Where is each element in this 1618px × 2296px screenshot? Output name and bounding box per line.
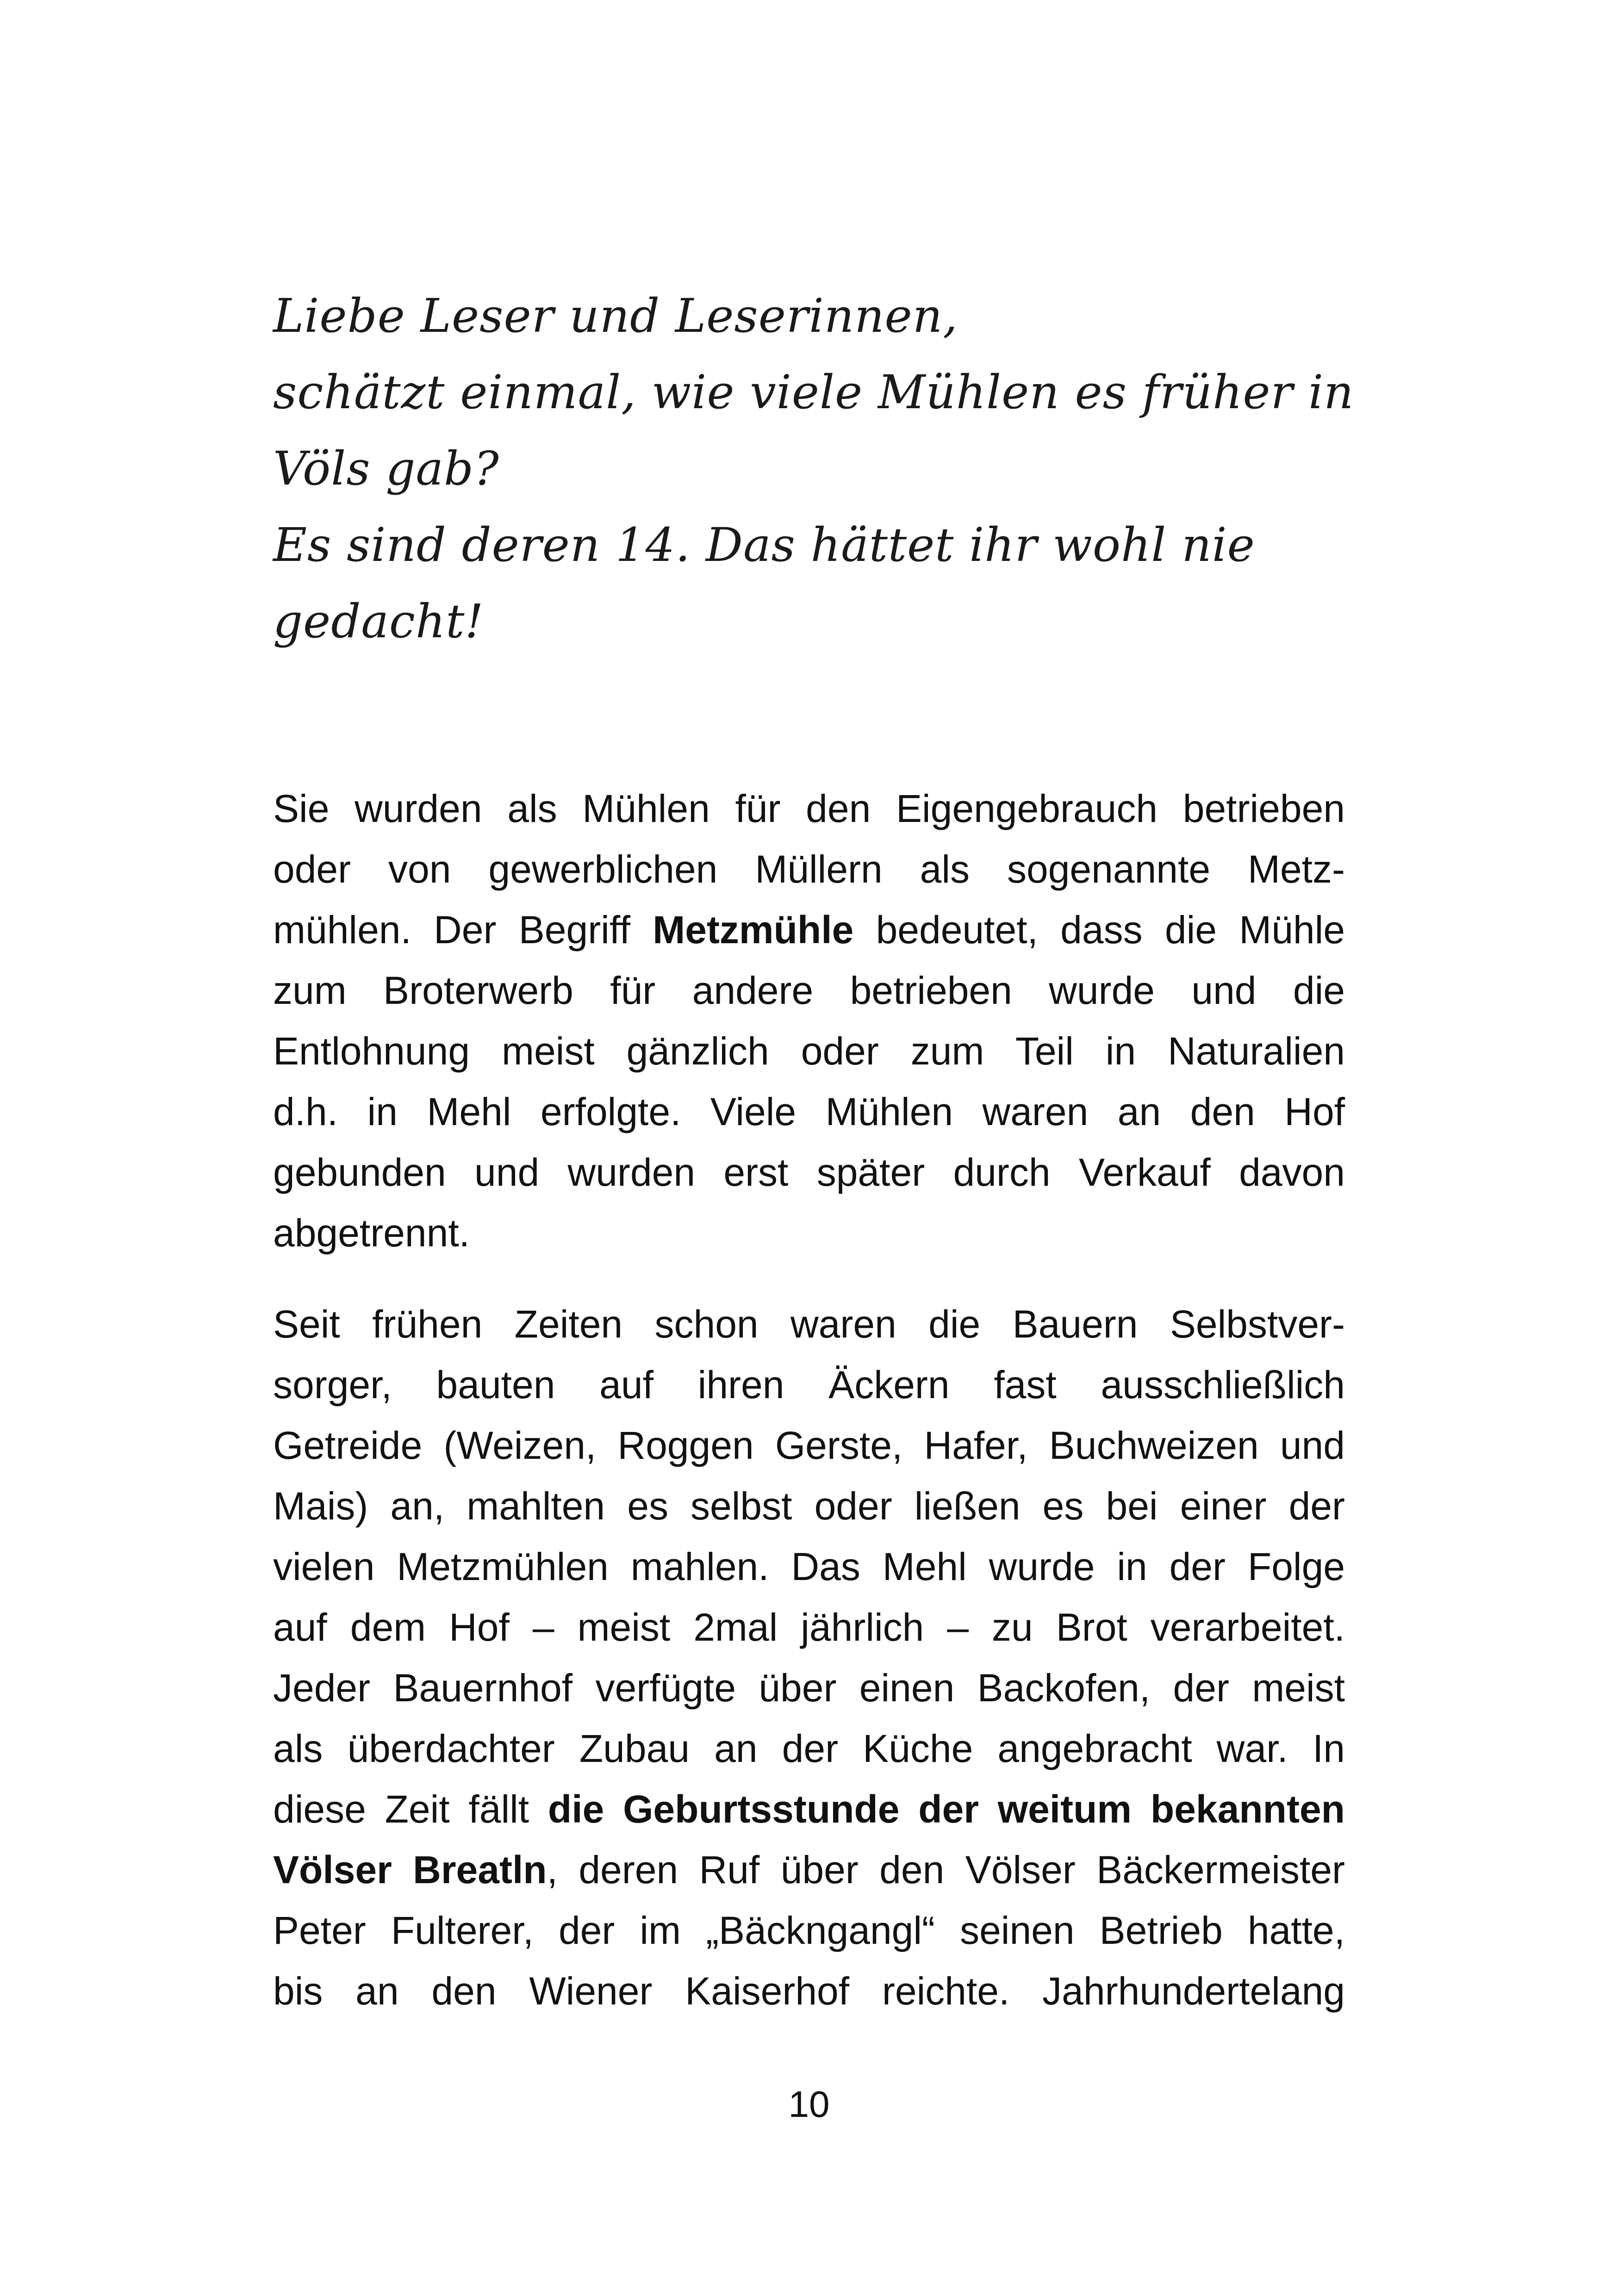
greeting-line: Liebe Leser und Leserinnen,	[273, 289, 958, 343]
text-segment: gebunden und wurden erst später durch Verkauf davon	[273, 1151, 1345, 1194]
text-segment: Mais) an, mahlten es selbst oder ließen es bei einer der	[273, 1484, 1345, 1528]
text-segment: zum Broterwerb für andere betrieben wurde und die	[273, 969, 1345, 1012]
text-line	[273, 1082, 1345, 1142]
text-segment: oder von gewerblichen Müllern als sogenannte Metz-	[273, 847, 1345, 891]
text-segment: diese Zeit fällt	[273, 1787, 548, 1831]
paragraph-1	[273, 778, 1345, 1263]
text-line	[273, 1203, 1345, 1263]
text-segment: Jeder Bauernhof verfügte über einen Backofen, der meist	[273, 1666, 1345, 1710]
text-segment: Sie wurden als Mühlen für den Eigengebrauch betrieben	[273, 787, 1345, 830]
bold-term: Metzmühle	[653, 908, 854, 952]
text-line	[273, 1142, 1345, 1203]
text-segment: sorger, bauten auf ihren Äckern fast ausschließlich	[273, 1363, 1345, 1406]
text-segment: Getreide (Weizen, Roggen Gerste, Hafer, Buchweizen und	[273, 1424, 1345, 1467]
body-text	[273, 778, 1345, 2022]
greeting-line: gedacht!	[273, 594, 484, 648]
text-segment: vielen Metzmühlen mahlen. Das Mehl wurde in der Folge	[273, 1545, 1345, 1588]
text-line	[273, 1840, 1345, 1900]
text-segment: bis an den Wiener Kaiserhof reichte. Jahrhundertelang	[273, 1969, 1345, 2013]
text-line	[273, 900, 1345, 960]
greeting-line: schätzt einmal, wie viele Mühlen es früher in	[273, 365, 1354, 419]
text-line	[273, 1537, 1345, 1597]
text-line	[273, 1658, 1345, 1718]
text-line	[273, 1294, 1345, 1355]
text-line	[273, 1718, 1345, 1779]
text-line	[273, 1961, 1345, 2022]
text-segment: d.h. in Mehl erfolgte. Viele Mühlen waren an den Hof	[273, 1090, 1345, 1133]
text-segment: Peter Fulterer, der im „Bäckngangl“ seinen Betrieb hatte,	[273, 1909, 1345, 1952]
text-segment: auf dem Hof – meist 2mal jährlich – zu Brot verarbeitet.	[273, 1605, 1345, 1649]
text-segment: abgetrennt.	[273, 1211, 470, 1255]
greeting-line: Völs gab?	[273, 442, 499, 496]
text-line	[273, 960, 1345, 1021]
text-line	[273, 1355, 1345, 1415]
text-line	[273, 1476, 1345, 1537]
greeting-line: Es sind deren 14. Das hättet ihr wohl nie	[273, 518, 1255, 572]
text-line	[273, 1779, 1345, 1840]
text-line	[273, 1415, 1345, 1476]
bold-phrase: die Geburtsstunde der weitum bekannten	[548, 1787, 1345, 1831]
text-segment: als überdachter Zubau an der Küche angebracht war. In	[273, 1727, 1345, 1770]
text-segment: Seit frühen Zeiten schon waren die Bauern Selbstver-	[273, 1302, 1345, 1346]
page-number: 10	[788, 2084, 830, 2125]
text-line	[273, 778, 1345, 839]
text-segment: Entlohnung meist gänzlich oder zum Teil in Naturalien	[273, 1029, 1345, 1073]
text-line	[273, 1021, 1345, 1082]
text-segment: bedeutet, dass die Mühle	[853, 908, 1345, 952]
text-segment: , deren Ruf über den Völser Bäckermeister	[547, 1848, 1345, 1892]
text-line	[273, 1900, 1345, 1961]
handwritten-greeting	[273, 278, 1361, 660]
bold-phrase: Völser Breatln	[273, 1848, 547, 1892]
text-segment: mühlen. Der Begriff	[273, 908, 653, 952]
paragraph-2	[273, 1294, 1345, 2022]
text-line	[273, 1597, 1345, 1658]
text-line	[273, 839, 1345, 900]
